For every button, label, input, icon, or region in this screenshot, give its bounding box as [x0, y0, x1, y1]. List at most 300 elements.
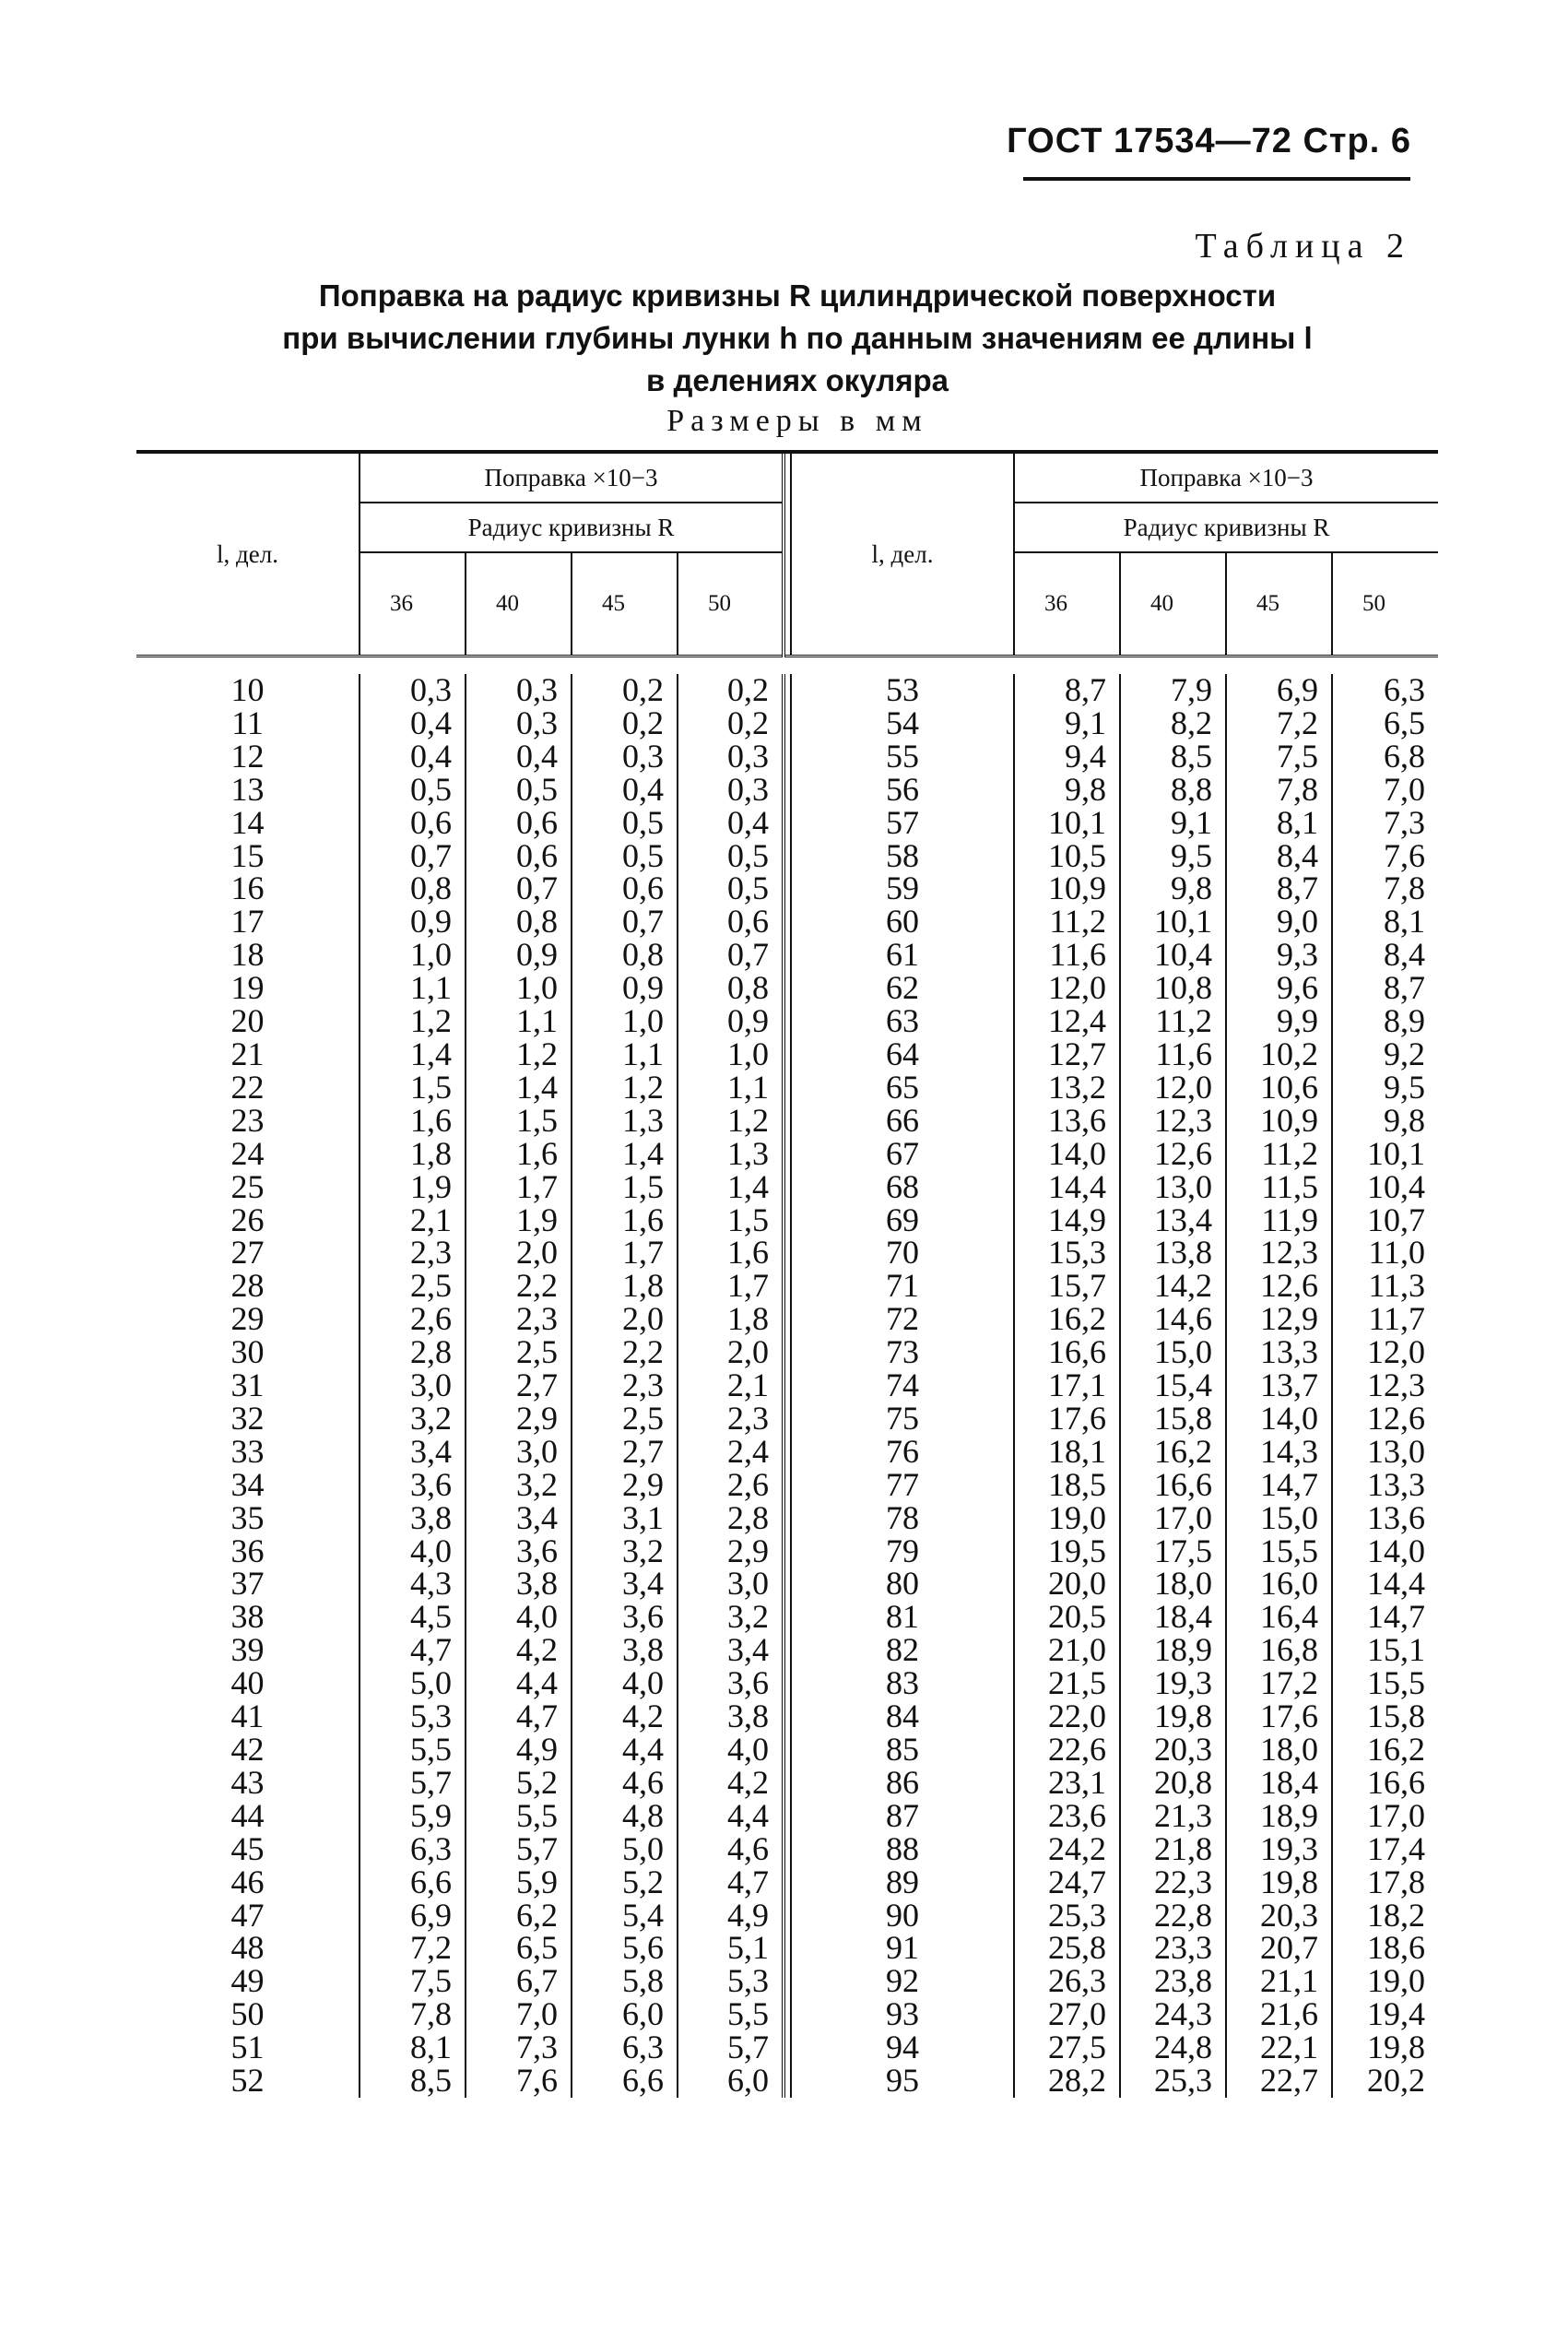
correction-value-left: 2,0 [678, 1336, 784, 1369]
correction-value-left: 5,0 [572, 1833, 678, 1866]
correction-value-left: 4,0 [572, 1667, 678, 1700]
radius-col-header: 50 [1332, 552, 1438, 657]
correction-value-left: 0,3 [466, 674, 572, 707]
correction-value-left: 0,8 [466, 905, 572, 939]
correction-value-left: 4,2 [678, 1767, 784, 1800]
correction-value-right: 26,3 [1014, 1965, 1120, 1998]
correction-value-left: 3,8 [360, 1502, 466, 1535]
l-value-right: 68 [886, 1167, 919, 1205]
correction-value-right: 7,8 [1332, 872, 1438, 905]
l-value-left: 45 [230, 1829, 265, 1867]
l-value-left: 10 [230, 671, 265, 708]
table-divider [784, 1998, 791, 2031]
correction-value-right: 9,3 [1226, 939, 1332, 972]
correction-value-left: 3,0 [678, 1568, 784, 1601]
correction-value-left: 0,4 [572, 774, 678, 807]
correction-value-left: 2,1 [360, 1204, 466, 1237]
correction-value-left: 0,3 [466, 707, 572, 740]
table-divider [784, 1469, 791, 1502]
table-row [136, 1667, 1438, 1700]
correction-value-left: 4,7 [360, 1634, 466, 1667]
correction-value-right: 12,0 [1014, 972, 1120, 1005]
correction-value-right: 12,3 [1332, 1369, 1438, 1402]
correction-value-left: 0,7 [678, 939, 784, 972]
correction-value-right: 23,6 [1014, 1800, 1120, 1833]
l-value-right: 93 [886, 1995, 919, 2033]
correction-value-left: 6,6 [360, 1866, 466, 1899]
l-header-left: l, дел. [217, 539, 278, 568]
correction-value-left: 0,5 [572, 807, 678, 840]
correction-value-left: 4,2 [572, 1700, 678, 1733]
correction-value-right: 22,3 [1120, 1866, 1226, 1899]
l-value-left: 12 [230, 737, 265, 775]
correction-value-left: 1,2 [360, 1005, 466, 1038]
table-divider [784, 1071, 791, 1105]
correction-value-left: 2,6 [360, 1303, 466, 1336]
table-divider [784, 1502, 791, 1535]
correction-value-left: 0,7 [572, 905, 678, 939]
correction-value-right: 8,7 [1226, 872, 1332, 905]
correction-value-right: 16,8 [1226, 1634, 1332, 1667]
correction-value-right: 21,3 [1120, 1800, 1226, 1833]
correction-value-right: 9,0 [1226, 905, 1332, 939]
correction-value-right: 8,8 [1120, 774, 1226, 807]
correction-value-right: 16,2 [1120, 1436, 1226, 1469]
correction-value-right: 18,5 [1014, 1469, 1120, 1502]
correction-value-right: 9,8 [1014, 774, 1120, 807]
table-divider [784, 1700, 791, 1733]
correction-value-right: 19,8 [1120, 1700, 1226, 1733]
correction-value-left: 7,5 [360, 1965, 466, 1998]
correction-value-left: 1,6 [572, 1204, 678, 1237]
correction-value-left: 3,4 [360, 1436, 466, 1469]
correction-value-right: 19,0 [1014, 1502, 1120, 1535]
correction-value-left: 1,1 [678, 1071, 784, 1105]
units-note: Размеры в мм [666, 404, 928, 438]
l-value-right: 60 [886, 903, 919, 941]
table-row [136, 1700, 1438, 1733]
correction-value-left: 1,5 [572, 1171, 678, 1204]
correction-value-right: 22,1 [1226, 2031, 1332, 2065]
correction-value-right: 21,6 [1226, 1998, 1332, 2031]
l-value-right: 72 [886, 1300, 919, 1338]
correction-value-left: 5,8 [572, 1965, 678, 1998]
l-value-left: 17 [230, 903, 265, 941]
correction-value-right: 22,8 [1120, 1899, 1226, 1933]
table-divider [784, 774, 791, 807]
radius-col-header: 36 [1014, 552, 1120, 657]
l-value-right: 86 [886, 1763, 919, 1801]
correction-value-right: 18,0 [1226, 1733, 1332, 1767]
l-value-left: 44 [230, 1796, 265, 1834]
correction-value-left: 6,0 [572, 1998, 678, 2031]
correction-value-right: 10,2 [1226, 1038, 1332, 1071]
correction-value-right: 15,7 [1014, 1270, 1120, 1303]
l-value-right: 87 [886, 1796, 919, 1834]
correction-value-left: 2,2 [572, 1336, 678, 1369]
table-row [136, 1071, 1438, 1105]
table-divider [784, 1336, 791, 1369]
l-value-right: 77 [886, 1465, 919, 1503]
table-divider [784, 1767, 791, 1800]
table-divider [784, 1535, 791, 1568]
l-value-left: 18 [230, 936, 265, 974]
correction-value-right: 21,8 [1120, 1833, 1226, 1866]
correction-value-right: 22,7 [1226, 2065, 1332, 2098]
correction-value-right: 27,0 [1014, 1998, 1120, 2031]
table-row [136, 774, 1438, 807]
l-value-right: 53 [886, 671, 919, 708]
correction-value-right: 24,2 [1014, 1833, 1120, 1866]
correction-value-right: 14,0 [1014, 1138, 1120, 1171]
l-value-right: 69 [886, 1201, 919, 1238]
l-value-left: 49 [230, 1962, 265, 2000]
correction-value-left: 0,2 [572, 707, 678, 740]
standard-reference: ГОСТ 17534—72 Стр. 6 [1007, 122, 1411, 160]
correction-value-left: 4,6 [572, 1767, 678, 1800]
table-row [136, 872, 1438, 905]
correction-value-left: 1,5 [360, 1071, 466, 1105]
correction-value-right: 13,6 [1332, 1502, 1438, 1535]
radius-col-header: 40 [1120, 552, 1226, 657]
correction-value-left: 0,4 [466, 740, 572, 774]
correction-value-right: 19,0 [1332, 1965, 1438, 1998]
correction-value-right: 12,4 [1014, 1005, 1120, 1038]
correction-value-right: 8,2 [1120, 707, 1226, 740]
table-row [136, 2031, 1438, 2065]
correction-value-left: 3,4 [678, 1634, 784, 1667]
l-value-right: 59 [886, 870, 919, 907]
table-row [136, 1303, 1438, 1336]
correction-value-left: 1,6 [466, 1138, 572, 1171]
l-value-left: 47 [230, 1896, 265, 1934]
correction-value-right: 20,8 [1120, 1767, 1226, 1800]
l-value-left: 26 [230, 1201, 265, 1238]
table-divider [784, 674, 791, 707]
table-divider [784, 1899, 791, 1933]
table-divider [784, 972, 791, 1005]
correction-value-right: 23,3 [1120, 1932, 1226, 1965]
l-value-left: 36 [230, 1532, 265, 1569]
correction-value-right: 25,8 [1014, 1932, 1120, 1965]
correction-value-left: 0,9 [572, 972, 678, 1005]
correction-value-right: 10,8 [1120, 972, 1226, 1005]
correction-value-right: 14,2 [1120, 1270, 1226, 1303]
correction-value-left: 5,9 [360, 1800, 466, 1833]
l-value-left: 38 [230, 1598, 265, 1636]
table-row [136, 1138, 1438, 1171]
correction-value-left: 2,3 [360, 1236, 466, 1270]
correction-value-right: 16,6 [1332, 1767, 1438, 1800]
correction-value-right: 17,2 [1226, 1667, 1332, 1700]
correction-value-right: 13,4 [1120, 1204, 1226, 1237]
table-divider [784, 1236, 791, 1270]
correction-value-left: 5,6 [572, 1932, 678, 1965]
correction-value-left: 7,8 [360, 1998, 466, 2031]
l-value-left: 22 [230, 1068, 265, 1106]
correction-value-right: 14,4 [1332, 1568, 1438, 1601]
correction-value-right: 27,5 [1014, 2031, 1120, 2065]
table-row [136, 1634, 1438, 1667]
correction-value-left: 4,8 [572, 1800, 678, 1833]
table-divider [784, 905, 791, 939]
correction-value-right: 28,2 [1014, 2065, 1120, 2098]
correction-value-right: 8,1 [1332, 905, 1438, 939]
correction-value-left: 1,2 [572, 1071, 678, 1105]
correction-value-left: 3,6 [360, 1469, 466, 1502]
table-row [136, 1270, 1438, 1303]
correction-value-right: 11,0 [1332, 1236, 1438, 1270]
correction-value-left: 2,5 [466, 1336, 572, 1369]
correction-value-left: 1,5 [466, 1105, 572, 1138]
correction-value-right: 11,9 [1226, 1204, 1332, 1237]
table-label: Таблица 2 [1195, 227, 1411, 266]
correction-value-right: 12,3 [1226, 1236, 1332, 1270]
l-value-right: 78 [886, 1498, 919, 1536]
correction-value-right: 10,6 [1226, 1071, 1332, 1105]
table-divider [784, 2065, 791, 2098]
correction-value-right: 10,1 [1332, 1138, 1438, 1171]
correction-value-left: 5,3 [678, 1965, 784, 1998]
correction-value-right: 19,3 [1226, 1833, 1332, 1866]
correction-value-left: 4,9 [466, 1733, 572, 1767]
correction-value-right: 9,4 [1014, 740, 1120, 774]
l-value-left: 42 [230, 1731, 265, 1768]
table-divider [784, 1965, 791, 1998]
table-row [136, 1833, 1438, 1866]
l-value-right: 57 [886, 803, 919, 841]
correction-value-right: 16,2 [1014, 1303, 1120, 1336]
correction-value-right: 8,9 [1332, 1005, 1438, 1038]
table-divider [784, 1171, 791, 1204]
correction-value-left: 2,5 [360, 1270, 466, 1303]
l-value-left: 24 [230, 1134, 265, 1172]
correction-value-right: 17,5 [1120, 1535, 1226, 1568]
correction-value-left: 2,1 [678, 1369, 784, 1402]
correction-value-left: 3,2 [360, 1402, 466, 1436]
correction-value-left: 5,7 [678, 2031, 784, 2065]
correction-value-right: 14,7 [1332, 1601, 1438, 1634]
correction-value-left: 2,9 [678, 1535, 784, 1568]
l-value-right: 70 [886, 1234, 919, 1272]
correction-value-right: 20,3 [1120, 1733, 1226, 1767]
correction-value-right: 24,3 [1120, 1998, 1226, 2031]
table-row [136, 1568, 1438, 1601]
correction-value-left: 0,6 [466, 807, 572, 840]
correction-value-left: 5,7 [466, 1833, 572, 1866]
correction-value-left: 4,5 [360, 1601, 466, 1634]
table-divider [784, 1303, 791, 1336]
correction-value-left: 1,0 [360, 939, 466, 972]
correction-value-left: 0,7 [466, 872, 572, 905]
correction-value-left: 7,2 [360, 1932, 466, 1965]
correction-value-right: 21,5 [1014, 1667, 1120, 1700]
l-value-right: 54 [886, 704, 919, 741]
correction-value-left: 0,8 [360, 872, 466, 905]
correction-value-right: 9,1 [1120, 807, 1226, 840]
l-value-right: 66 [886, 1101, 919, 1139]
caption-line-2: при вычислении глубины лунки h по данным значениям ее длины l [282, 321, 1313, 355]
correction-value-right: 9,8 [1120, 872, 1226, 905]
correction-value-right: 15,4 [1120, 1369, 1226, 1402]
radius-col-header: 36 [360, 552, 466, 657]
correction-value-left: 1,8 [360, 1138, 466, 1171]
table-row [136, 1402, 1438, 1436]
l-value-right: 56 [886, 770, 919, 808]
l-value-right: 84 [886, 1698, 919, 1735]
correction-value-right: 17,0 [1120, 1502, 1226, 1535]
l-value-left: 21 [230, 1035, 265, 1072]
correction-value-right: 11,2 [1014, 905, 1120, 939]
correction-value-right: 19,5 [1014, 1535, 1120, 1568]
radius-col-header: 45 [572, 552, 678, 657]
correction-value-left: 0,2 [572, 674, 678, 707]
l-value-right: 82 [886, 1631, 919, 1669]
l-value-left: 19 [230, 969, 265, 1007]
caption-line-1: Поправка на радиус кривизны R цилиндрической поверхности [318, 278, 1277, 313]
table-divider [784, 1402, 791, 1436]
table-divider [784, 454, 791, 657]
correction-value-right: 11,6 [1120, 1038, 1226, 1071]
correction-value-right: 13,3 [1226, 1336, 1332, 1369]
correction-value-left: 1,5 [678, 1204, 784, 1237]
table-row [136, 1965, 1438, 1998]
correction-value-left: 4,7 [466, 1700, 572, 1733]
correction-value-left: 2,9 [572, 1469, 678, 1502]
correction-value-right: 11,6 [1014, 939, 1120, 972]
correction-value-right: 14,9 [1014, 1204, 1120, 1237]
l-value-left: 20 [230, 1002, 265, 1040]
correction-table [136, 450, 1438, 2098]
l-value-left: 48 [230, 1929, 265, 1967]
correction-value-right: 25,3 [1120, 2065, 1226, 2098]
correction-value-left: 1,9 [360, 1171, 466, 1204]
l-value-right: 91 [886, 1929, 919, 1967]
correction-value-left: 0,9 [360, 905, 466, 939]
table-divider [784, 2031, 791, 2065]
correction-value-left: 2,0 [572, 1303, 678, 1336]
correction-value-left: 1,3 [678, 1138, 784, 1171]
correction-value-right: 15,3 [1014, 1236, 1120, 1270]
table-divider [784, 1733, 791, 1767]
correction-value-right: 12,9 [1226, 1303, 1332, 1336]
correction-value-left: 1,6 [360, 1105, 466, 1138]
correction-value-left: 3,2 [466, 1469, 572, 1502]
l-value-right: 94 [886, 2029, 919, 2066]
correction-value-left: 3,8 [572, 1634, 678, 1667]
l-header-right: l, дел. [871, 539, 934, 568]
table-row [136, 1171, 1438, 1204]
correction-value-left: 2,2 [466, 1270, 572, 1303]
l-value-right: 95 [886, 2062, 919, 2100]
table-row [136, 674, 1438, 707]
l-value-right: 79 [886, 1532, 919, 1569]
correction-value-right: 13,0 [1332, 1436, 1438, 1469]
table-divider [784, 1005, 791, 1038]
correction-value-left: 0,3 [678, 774, 784, 807]
correction-value-left: 3,6 [466, 1535, 572, 1568]
table-divider [784, 1601, 791, 1634]
correction-value-right: 12,6 [1226, 1270, 1332, 1303]
correction-value-right: 6,5 [1332, 707, 1438, 740]
correction-value-left: 2,5 [572, 1402, 678, 1436]
table-row [136, 840, 1438, 873]
correction-value-right: 10,1 [1014, 807, 1120, 840]
correction-value-left: 2,9 [466, 1402, 572, 1436]
correction-value-left: 5,2 [466, 1767, 572, 1800]
l-value-right: 83 [886, 1664, 919, 1702]
correction-value-right: 6,3 [1332, 674, 1438, 707]
correction-value-left: 0,3 [360, 674, 466, 707]
correction-header-left: Поправка ×10−3 [360, 454, 784, 503]
table-divider [784, 1270, 791, 1303]
table-divider [784, 1667, 791, 1700]
correction-value-left: 3,2 [678, 1601, 784, 1634]
l-value-right: 65 [886, 1068, 919, 1106]
correction-value-left: 2,4 [678, 1436, 784, 1469]
correction-value-right: 10,1 [1120, 905, 1226, 939]
l-value-right: 85 [886, 1731, 919, 1768]
correction-value-right: 15,5 [1332, 1667, 1438, 1700]
table-caption [134, 275, 1461, 402]
correction-value-right: 7,6 [1332, 840, 1438, 873]
radius-header-left: Радиус кривизны R [360, 503, 784, 552]
table-row [136, 1369, 1438, 1402]
table-divider [784, 740, 791, 774]
correction-value-right: 10,7 [1332, 1204, 1438, 1237]
l-value-right: 73 [886, 1333, 919, 1371]
correction-value-left: 7,3 [466, 2031, 572, 2065]
correction-value-right: 8,1 [1226, 807, 1332, 840]
table-row [136, 1005, 1438, 1038]
l-value-right: 89 [886, 1863, 919, 1900]
correction-value-right: 16,6 [1014, 1336, 1120, 1369]
table-divider [784, 872, 791, 905]
radius-header-right: Радиус кривизны R [1014, 503, 1438, 552]
l-value-left: 34 [230, 1465, 265, 1503]
correction-value-right: 12,6 [1120, 1138, 1226, 1171]
correction-value-right: 19,8 [1332, 2031, 1438, 2065]
table-header-rule [136, 657, 1438, 675]
correction-value-left: 6,7 [466, 1965, 572, 1998]
table-row [136, 1336, 1438, 1369]
correction-value-right: 9,5 [1332, 1071, 1438, 1105]
correction-value-left: 3,6 [678, 1667, 784, 1700]
l-value-left: 41 [230, 1698, 265, 1735]
correction-value-right: 20,7 [1226, 1932, 1332, 1965]
correction-value-left: 0,5 [678, 840, 784, 873]
correction-value-left: 5,3 [360, 1700, 466, 1733]
correction-value-left: 0,6 [360, 807, 466, 840]
correction-value-left: 1,6 [678, 1236, 784, 1270]
table-row [136, 1733, 1438, 1767]
correction-value-left: 1,3 [572, 1105, 678, 1138]
correction-value-right: 11,2 [1226, 1138, 1332, 1171]
l-value-left: 29 [230, 1300, 265, 1338]
correction-value-left: 0,7 [360, 840, 466, 873]
correction-value-right: 14,0 [1332, 1535, 1438, 1568]
correction-value-right: 15,8 [1120, 1402, 1226, 1436]
correction-value-left: 4,0 [466, 1601, 572, 1634]
correction-value-left: 4,4 [466, 1667, 572, 1700]
correction-value-left: 4,9 [678, 1899, 784, 1933]
correction-value-right: 16,6 [1120, 1469, 1226, 1502]
table-divider [784, 1833, 791, 1866]
table-divider [784, 1634, 791, 1667]
correction-value-left: 1,9 [466, 1204, 572, 1237]
l-value-right: 75 [886, 1399, 919, 1437]
header-rule [1023, 177, 1410, 181]
